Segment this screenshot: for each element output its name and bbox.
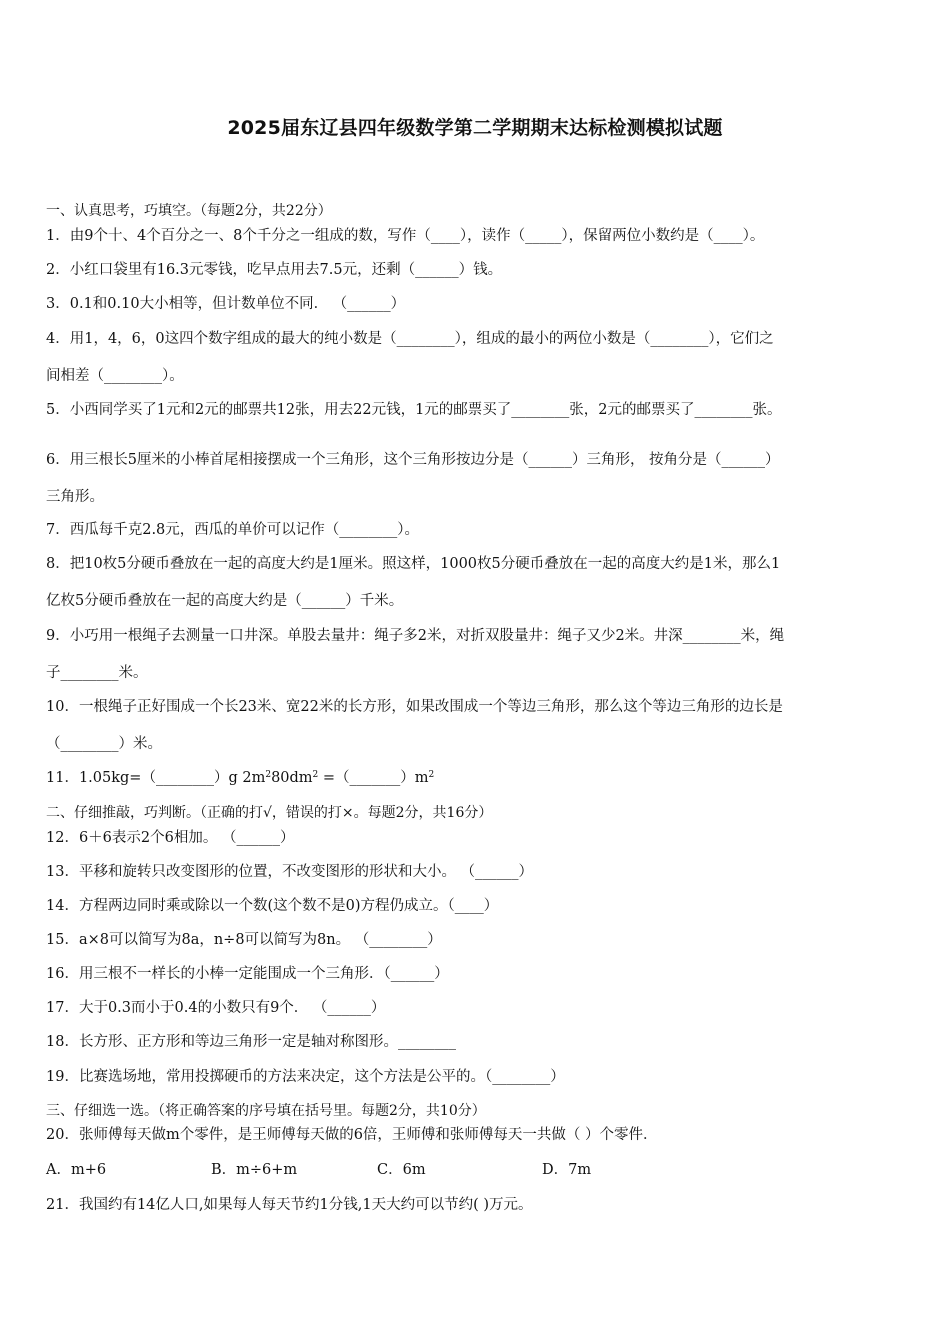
page-title: 2025届东辽县四年级数学第二学期期末达标检测模拟试题: [227, 117, 723, 139]
question-8-line-2: 亿枚5分硬币叠放在一起的高度大约是（______）千米。: [46, 593, 404, 609]
question-19: 19．比赛选场地，常用投掷硬币的方法来决定，这个方法是公平的。（________）: [46, 1069, 565, 1085]
question-6-line-2: 三角形。: [46, 489, 104, 505]
option-c: C．6m: [377, 1162, 426, 1178]
question-11: 11．1.05kg=（________）g $2m^280dm^2$ $=(\_\_\_\_\_\_\_)m^2$: [46, 770, 435, 786]
question-12: 12．6＋6表示2个6相加。 （______）: [46, 830, 295, 846]
question-14: 14．方程两边同时乘或除以一个数(这个数不是0)方程仍成立。（____）: [46, 898, 499, 914]
question-7: 7．西瓜每千克2.8元，西瓜的单价可以记作（________）。: [46, 522, 420, 538]
question-4-line-2: 间相差（________）。: [46, 368, 184, 384]
section-2-heading: 二、仔细推敲，巧判断。（正确的打√，错误的打×。每题2分，共16分）: [46, 805, 493, 821]
question-1: 1．由9个十、4个百分之一、8个千分之一组成的数，写作（____），读作（_____），保留两位小数约是（____）。: [46, 228, 765, 244]
question-13: 13．平移和旋转只改变图形的位置，不改变图形的形状和大小。 （______）: [46, 864, 534, 880]
question-20: 20．张师傅每天做m个零件，是王师傅每天做的6倍，王师傅和张师傅每天一共做（ ）个零件．: [46, 1127, 658, 1143]
option-b: B．m÷6+m: [211, 1162, 298, 1178]
question-4-line-1: 4．用1，4，6，0这四个数字组成的最大的纯小数是（________），组成的最小的两位小数是（________），它们之: [46, 331, 774, 347]
section-1-heading: 一、认真思考，巧填空。（每题2分，共22分）: [46, 203, 332, 219]
question-21: 21．我国约有14亿人口,如果每人每天节约1分钱,1天大约可以节约( )万元。: [46, 1197, 533, 1213]
option-a: A．m+6: [46, 1162, 107, 1178]
question-15: 15．a×8可以简写为8a，n÷8可以简写为8n。 （________）: [46, 932, 442, 948]
option-d: D．7m: [542, 1162, 592, 1178]
question-18: 18．长方形、正方形和等边三角形一定是轴对称图形。________: [46, 1034, 456, 1050]
question-8-line-1: 8．把10枚5分硬币叠放在一起的高度大约是1厘米。照这样，1000枚5分硬币叠放在一起的高度大约是1米，那么1: [46, 556, 781, 572]
question-9-line-2: 子________米。: [46, 665, 148, 681]
question-10-line-1: 10．一根绳子正好围成一个长23米、宽22米的长方形，如果改围成一个等边三角形，那么这个等边三角形的边长是: [46, 699, 783, 715]
question-5: 5．小西同学买了1元和2元的邮票共12张，用去22元钱，1元的邮票买了________张，2元的邮票买了________张。: [46, 402, 782, 418]
section-3-heading: 三、仔细选一选。（将正确答案的序号填在括号里。每题2分，共10分）: [46, 1103, 486, 1119]
question-17: 17．大于0.3而小于0.4的小数只有9个． （______）: [46, 1000, 386, 1016]
question-9-line-1: 9．小巧用一根绳子去测量一口井深。单股去量井：绳子多2米，对折双股量井：绳子又少2米。井深________米，绳: [46, 628, 785, 644]
question-6-line-1: 6．用三根长5厘米的小棒首尾相接摆成一个三角形，这个三角形按边分是（______）三角形， 按角分是（______）: [46, 452, 780, 468]
question-3: 3．0.1和0.10大小相等，但计数单位不同． （______）: [46, 296, 406, 312]
question-2: 2．小红口袋里有16.3元零钱，吃早点用去7.5元，还剩（______）钱。: [46, 262, 503, 278]
question-16: 16．用三根不一样长的小棒一定能围成一个三角形．（______）: [46, 966, 449, 982]
question-10-line-2: （________）米。: [46, 736, 162, 752]
